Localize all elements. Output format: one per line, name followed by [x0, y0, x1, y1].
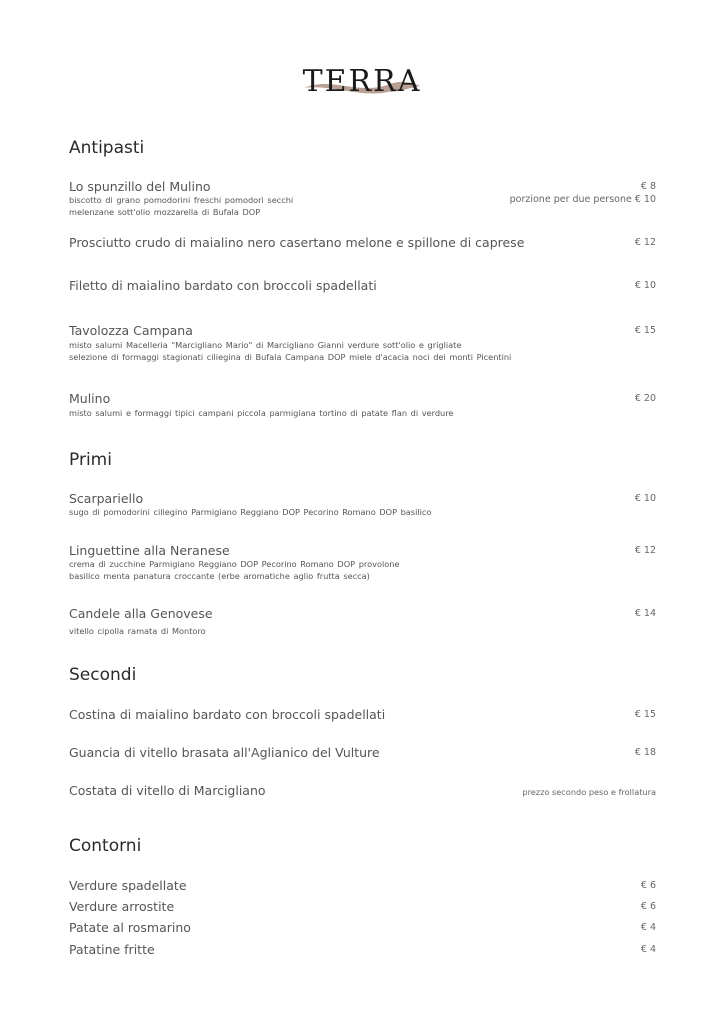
menu-item-name: Prosciutto crudo di maialino nero casertano melone e spillone di caprese [69, 235, 525, 250]
menu-item-description: sugo di pomodorini ciliegino Parmigiano Reggiano DOP Pecorino Romano DOP basilico [69, 507, 432, 517]
menu-item-price: € 4 [640, 922, 656, 933]
restaurant-logo [300, 62, 424, 102]
menu-item-price-secondary: porzione per due persone € 10 [509, 194, 656, 205]
menu-item-name: Mulino [69, 391, 111, 406]
menu-item-name: Patatine fritte [69, 942, 155, 957]
menu-item-description: misto salumi Macelleria "Marcigliano Mario" di Marcigliano Gianni verdure sott'olio e grigliate [69, 340, 462, 350]
menu-item-description: crema di zucchine Parmigiano Reggiano DOP Pecorino Romano DOP provolone [69, 559, 400, 569]
menu-item-name: Filetto di maialino bardato con broccoli spadellati [69, 278, 377, 293]
menu-item-price: € 15 [634, 709, 656, 720]
menu-item-description: vitello cipolla ramata di Montoro [69, 626, 206, 636]
menu-item-price: € 12 [634, 545, 656, 556]
menu-item-price: € 6 [640, 901, 656, 912]
menu-item-name: Tavolozza Campana [69, 323, 193, 338]
menu-item-description: biscotto di grano pomodorini freschi pomodori secchi [69, 195, 294, 205]
menu-item-name: Lo spunzillo del Mulino [69, 179, 211, 194]
logo-text: TERRA [302, 64, 422, 99]
menu-item-price: € 8 [640, 181, 656, 192]
menu-item-price: € 20 [634, 393, 656, 404]
menu-item-price: € 6 [640, 880, 656, 891]
menu-item-price: € 12 [634, 237, 656, 248]
menu-item-price: € 15 [634, 325, 656, 336]
menu-item-name: Linguettine alla Neranese [69, 543, 230, 558]
menu-item-name: Costata di vitello di Marcigliano [69, 783, 266, 798]
menu-item-price: € 18 [634, 747, 656, 758]
menu-item-name: Costina di maialino bardato con broccoli spadellati [69, 707, 386, 722]
menu-item-name: Scarpariello [69, 491, 144, 506]
menu-item-price: € 4 [640, 944, 656, 955]
menu-item-name: Candele alla Genovese [69, 606, 213, 621]
menu-item-description: misto salumi e formaggi tipici campani piccola parmigiana tortino di patate flan di verdure [69, 408, 454, 418]
menu-item-description: melenzane sott'olio mozzarella di Bufala DOP [69, 207, 261, 217]
menu-item-name: Guancia di vitello brasata all'Aglianico del Vulture [69, 745, 380, 760]
section-title-secondi: Secondi [69, 665, 137, 685]
menu-item-price: € 10 [634, 493, 656, 504]
menu-item-price: € 14 [634, 608, 656, 619]
menu-item-description: basilico menta panatura croccante (erbe aromatiche aglio frutta secca) [69, 571, 370, 581]
menu-item-name: Verdure spadellate [69, 878, 187, 893]
section-title-contorni: Contorni [69, 836, 142, 856]
menu-item-name: Patate al rosmarino [69, 920, 191, 935]
menu-item-description: selezione di formaggi stagionati ciliegina di Bufala Campana DOP miele d'acacia noci dei monti Picentini [69, 352, 512, 362]
menu-item-name: Verdure arrostite [69, 899, 175, 914]
menu-item-price: € 10 [634, 280, 656, 291]
menu-item-price-note: prezzo secondo peso e frollatura [522, 787, 656, 797]
section-title-primi: Primi [69, 450, 112, 470]
section-title-antipasti: Antipasti [69, 138, 145, 158]
